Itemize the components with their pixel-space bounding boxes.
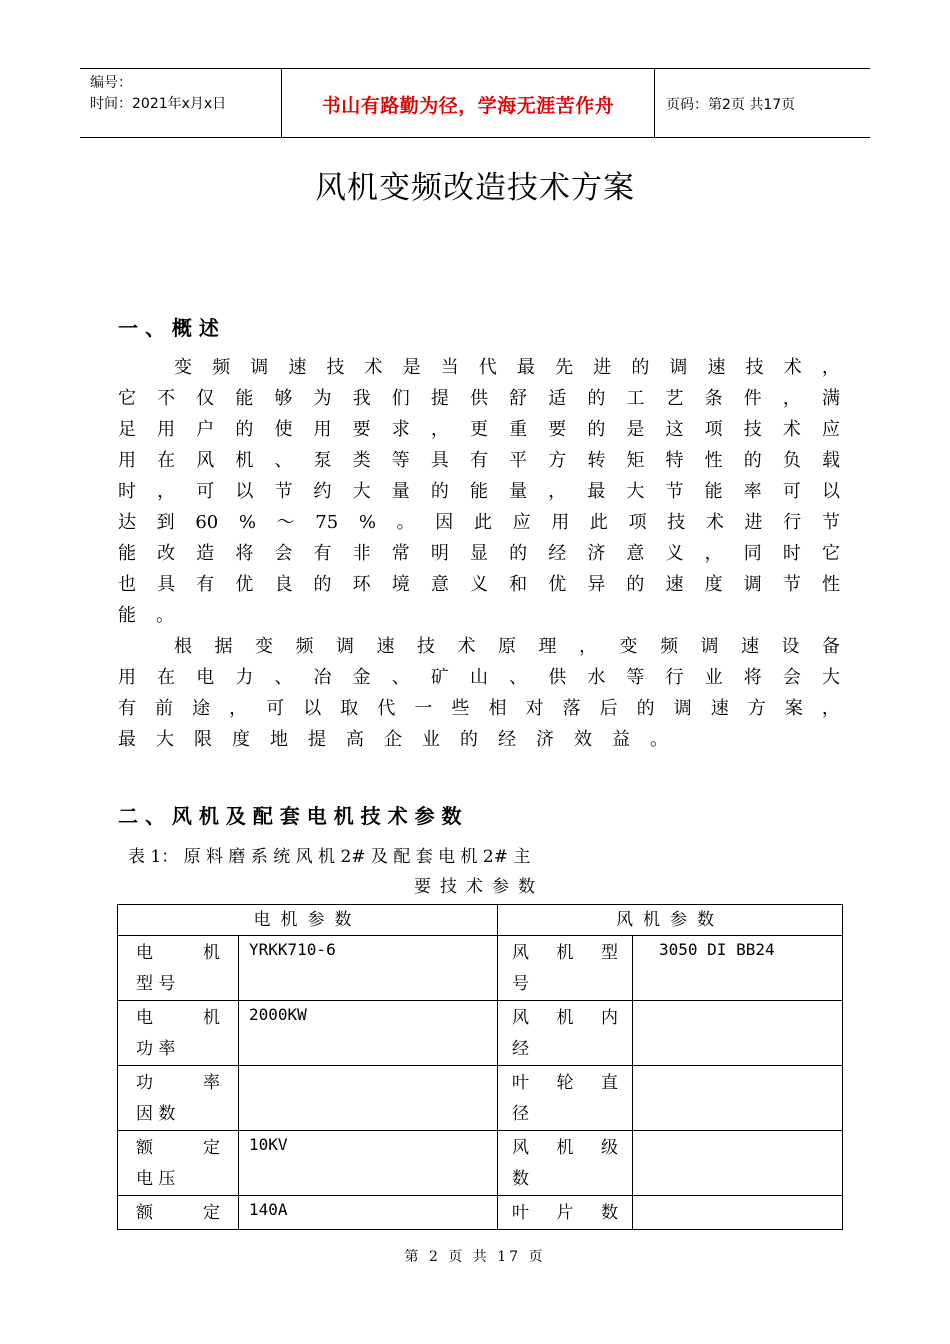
text-line: 它 不 仅 能 够 为 我 们 提 供 舒 适 的 工 艺 条 件 ， 满 bbox=[118, 388, 840, 409]
table-row bbox=[118, 1066, 843, 1131]
header-page-label: 页码：第2页 共17页 bbox=[666, 97, 796, 113]
label-line: 型 号 bbox=[136, 974, 176, 994]
fan-params-header: 风机参数 bbox=[498, 905, 843, 936]
text-line: 能 改 造 将 会 有 非 常 明 显 的 经 济 意 义 ， 同 时 它 bbox=[118, 543, 840, 564]
table-row bbox=[118, 1196, 843, 1230]
motor-params-header: 电机参数 bbox=[118, 905, 498, 936]
caption-line: 表 1： 原 料 磨 系 统 风 机 2# 及 配 套 电 机 2# 主 bbox=[128, 847, 531, 867]
motor-value-cell: 140A bbox=[239, 1196, 498, 1230]
text-line: 变 频 调 速 技 术 是 当 代 最 先 进 的 调 速 技 术 ， bbox=[174, 357, 840, 378]
text-line: 根 据 变 频 调 速 技 术 原 理 ， 变 频 调 速 设 备 bbox=[174, 636, 840, 657]
overview-paragraph-1 bbox=[118, 352, 840, 631]
label-line: 电 机 bbox=[136, 943, 220, 963]
text-line: 用 在 风 机 、 泵 类 等 具 有 平 方 转 矩 特 性 的 负 载 bbox=[118, 450, 840, 471]
label-line: 叶 轮 直 bbox=[512, 1073, 618, 1093]
header-motto: 书山有路勤为径，学海无涯苦作舟 bbox=[321, 95, 615, 117]
table-row bbox=[118, 1131, 843, 1196]
fan-value-cell bbox=[633, 1131, 843, 1196]
label-line: 风 机 型 bbox=[512, 943, 618, 963]
fan-value-cell: 3050 DI BB24 bbox=[633, 936, 843, 1001]
text-line: 用 在 电 力 、 冶 金 、 矿 山 、 供 水 等 行 业 将 会 大 bbox=[118, 667, 840, 688]
motor-value-cell: 2000KW bbox=[239, 1001, 498, 1066]
label-line: 经 bbox=[512, 1039, 529, 1059]
motor-label-cell bbox=[118, 1066, 239, 1131]
label-line: 因 数 bbox=[136, 1104, 176, 1124]
document-title: 风机变频改造技术方案 bbox=[315, 170, 635, 206]
parameters-table bbox=[117, 904, 843, 1230]
fan-value-cell bbox=[633, 1196, 843, 1230]
label-line: 数 bbox=[512, 1169, 529, 1189]
label-line: 功 率 bbox=[136, 1039, 176, 1059]
header-divider bbox=[654, 69, 655, 137]
motor-label-cell bbox=[118, 1131, 239, 1196]
text-line: 最 大 限 度 地 提 高 企 业 的 经 济 效 益 。 bbox=[118, 729, 668, 750]
date-label: 时间：2021年x月x日 bbox=[90, 96, 227, 112]
motor-value-cell: 10KV bbox=[239, 1131, 498, 1196]
fan-label-cell bbox=[498, 1196, 633, 1230]
page-footer: 第 2 页 共 17 页 bbox=[404, 1249, 546, 1265]
text-line: 时 ， 可 以 节 约 大 量 的 能 量 ， 最 大 节 能 率 可 以 bbox=[118, 481, 840, 502]
text-line: 能 。 bbox=[118, 605, 174, 626]
table-row bbox=[118, 936, 843, 1001]
text-line: 也 具 有 优 良 的 环 境 意 义 和 优 异 的 速 度 调 节 性 bbox=[118, 574, 840, 595]
label-line: 叶 片 数 bbox=[512, 1203, 618, 1223]
number-label: 编号： bbox=[90, 75, 132, 91]
section-heading-overview: 一 、 概 述 bbox=[118, 316, 219, 340]
label-line: 风 机 级 bbox=[512, 1138, 618, 1158]
text-line: 达 到 60 % ～ 75 % 。 因 此 应 用 此 项 技 术 进 行 节 bbox=[118, 512, 840, 533]
label-line: 额 定 bbox=[136, 1138, 220, 1158]
header-meta bbox=[90, 73, 226, 115]
caption-line: 要技术参数 bbox=[414, 877, 544, 897]
label-line: 额 定 bbox=[136, 1203, 220, 1223]
label-line: 号 bbox=[512, 974, 529, 994]
fan-label-cell bbox=[498, 1066, 633, 1131]
motor-label-cell bbox=[118, 1196, 239, 1230]
motor-value-cell: YRKK710-6 bbox=[239, 936, 498, 1001]
fan-label-cell bbox=[498, 1131, 633, 1196]
section-heading-parameters: 二 、 风 机 及 配 套 电 机 技 术 参 数 bbox=[118, 804, 462, 828]
label-line: 风 机 内 bbox=[512, 1008, 618, 1028]
fan-value-cell bbox=[633, 1066, 843, 1131]
label-line: 电 机 bbox=[136, 1008, 220, 1028]
motor-label-cell bbox=[118, 936, 239, 1001]
label-line: 电 压 bbox=[136, 1169, 176, 1189]
motor-label-cell bbox=[118, 1001, 239, 1066]
fan-value-cell bbox=[633, 1001, 843, 1066]
table-header-row bbox=[118, 905, 843, 936]
fan-label-cell bbox=[498, 1001, 633, 1066]
motor-value-cell bbox=[239, 1066, 498, 1131]
text-line: 有 前 途 ， 可 以 取 代 一 些 相 对 落 后 的 调 速 方 案 ， bbox=[118, 698, 840, 719]
fan-label-cell bbox=[498, 936, 633, 1001]
table-caption bbox=[118, 842, 840, 902]
overview-paragraph-2 bbox=[118, 631, 840, 755]
page-header bbox=[80, 68, 870, 138]
text-line: 足 用 户 的 使 用 要 求 ， 更 重 要 的 是 这 项 技 术 应 bbox=[118, 419, 840, 440]
label-line: 功 率 bbox=[136, 1073, 220, 1093]
table-row bbox=[118, 1001, 843, 1066]
label-line: 径 bbox=[512, 1104, 529, 1124]
